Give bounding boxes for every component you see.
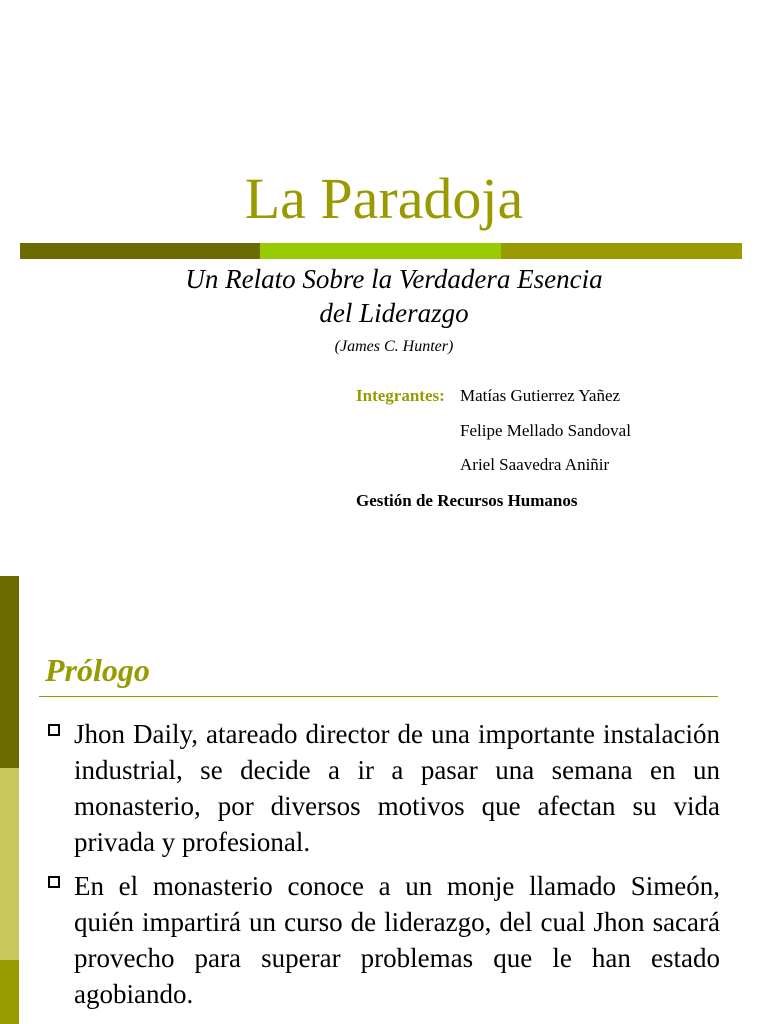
author-credit: (James C. Hunter) bbox=[334, 338, 454, 355]
subtitle-line-1: Un Relato Sobre la Verdadera Esencia bbox=[185, 264, 603, 294]
slide-subtitle bbox=[0, 262, 768, 330]
member-name: Matías Gutierrez Yañez bbox=[460, 386, 621, 405]
title-bar-segment-dark bbox=[20, 243, 260, 259]
square-bullet-icon bbox=[48, 876, 60, 888]
subtitle-line-2: del Liderazgo bbox=[319, 298, 469, 328]
title-bar-segment-olive bbox=[501, 243, 742, 259]
side-accent-light bbox=[0, 768, 19, 960]
square-bullet-icon bbox=[48, 724, 60, 736]
course-name: Gestión de Recursos Humanos bbox=[356, 491, 578, 510]
bullet-paragraph: Jhon Daily, atareado director de una importante instalación industrial, se decide a ir a pasar una semana en un monasterio, por diversos motivos que afectan su vida privada y profesional. bbox=[74, 719, 720, 857]
member-name: Felipe Mellado Sandoval bbox=[460, 421, 631, 440]
side-accent-dark bbox=[0, 576, 19, 768]
bullet-paragraph: En el monasterio conoce a un monje llamado Simeón, quién impartirá un curso de liderazgo, del cual Jhon sacará provecho para superar problemas que le han estado agobiando. bbox=[74, 871, 720, 1009]
title-bar-segment-lime bbox=[260, 243, 501, 259]
member-name: Ariel Saavedra Aniñir bbox=[460, 455, 610, 474]
side-accent-olive bbox=[0, 960, 19, 1024]
prologue-slide bbox=[0, 576, 768, 1024]
section-divider bbox=[39, 696, 718, 697]
members-label: Integrantes: bbox=[356, 386, 445, 405]
section-title: Prólogo bbox=[45, 652, 150, 688]
slide-title: La Paradoja bbox=[244, 166, 524, 231]
